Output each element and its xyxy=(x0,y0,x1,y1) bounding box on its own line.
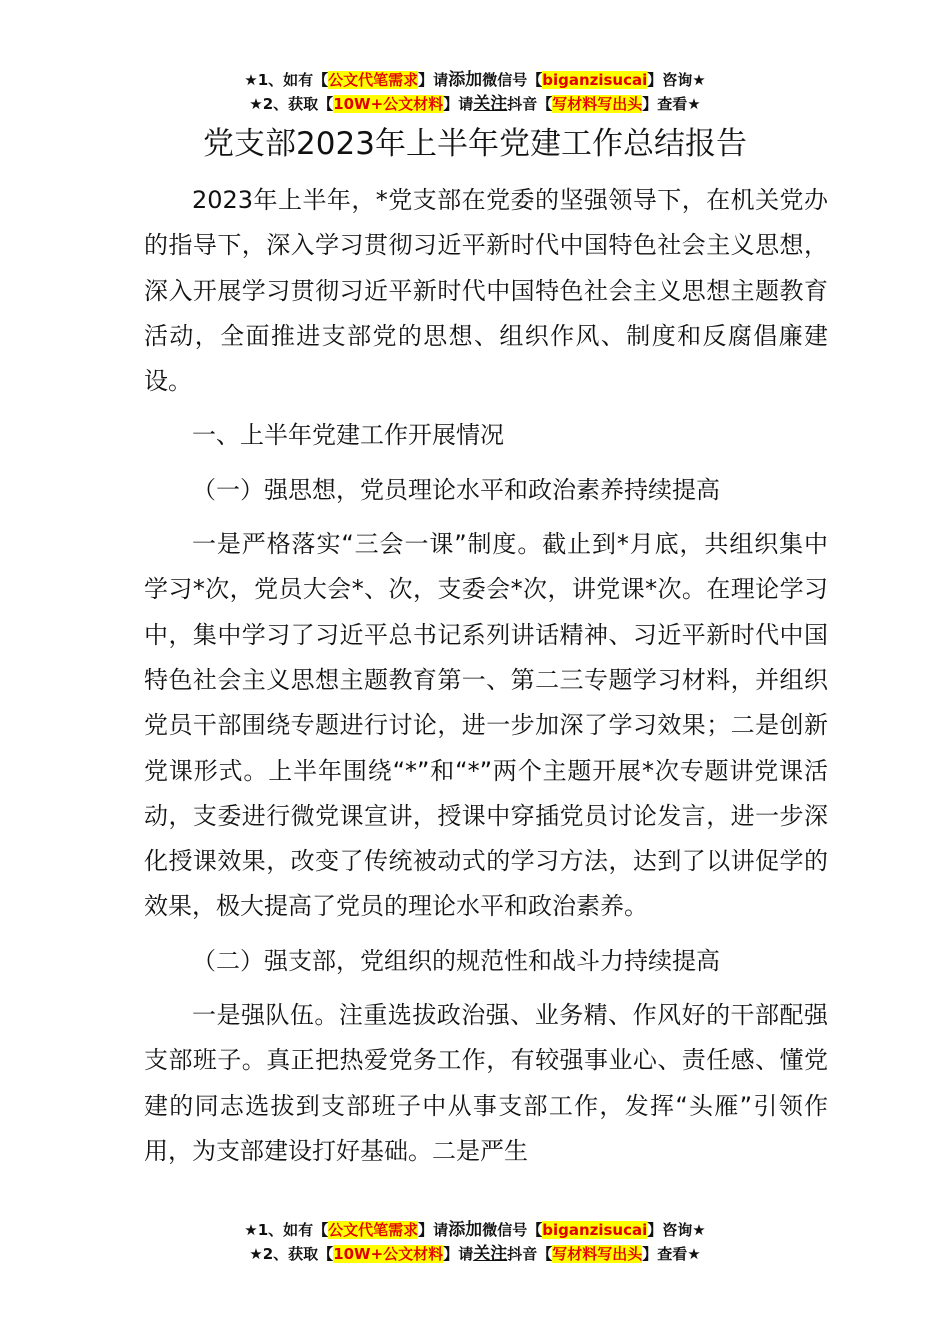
promo-banner-bottom xyxy=(0,1218,950,1266)
highlight-douyin-id: 写材料写出头 xyxy=(552,1245,643,1263)
document-title: 党支部2023年上半年党建工作总结报告 xyxy=(203,126,747,162)
subsection-heading-2: （二）强支部，党组织的规范性和战斗力持续提高 xyxy=(192,946,720,975)
paragraph-branch: 一是强队伍。注重选拔政治强、业务精、作风好的干部配强支部班子。真正把热爱党务工作，有较强事业心、责任感、懂党建的同志选拔到支部班子中从事支部工作，发挥“头雁”引领作用，为支部建设打好基础。二是严生 xyxy=(144,1001,828,1165)
promo-line-1: ★1、如有【公文代笔需求】请添加微信号【biganzisucai】咨询★ xyxy=(244,70,706,90)
subsection-heading-1: （一）强思想，党员理论水平和政治素养持续提高 xyxy=(192,475,720,504)
highlight-materials: 10W+公文材料 xyxy=(333,1245,444,1263)
highlight-wechat-id: biganzisucai xyxy=(542,1221,648,1239)
promo-banner-top xyxy=(0,68,950,116)
promo-line-1: ★1、如有【公文代笔需求】请添加微信号【biganzisucai】咨询★ xyxy=(244,1220,706,1240)
highlight-materials: 10W+公文材料 xyxy=(333,95,444,113)
promo-line-2: ★2、获取【10W+公文材料】请关注抖音【写材料写出头】查看★ xyxy=(249,94,701,114)
highlight-douyin-id: 写材料写出头 xyxy=(552,95,643,113)
paragraph-thought: 一是严格落实“三会一课”制度。截止到*月底，共组织集中学习*次，党员大会*、次，支委会*次，讲党课*次。在理论学习中，集中学习了习近平总书记系列讲话精神、习近平新时代中国特色社会主义思想主题教育第一、第二三专题学习材料，并组织党员干部围绕专题进行讨论，进一步加深了学习效果；二是创新党课形式。上半年围绕“*”和“*”两个主题开展*次专题讲党课活动，支委进行微党课宣讲，授课中穿插党员讨论发言，进一步深化授课效果，改变了传统被动式的学习方法，达到了以讲促学的效果，极大提高了党员的理论水平和政治素养。 xyxy=(144,530,828,921)
highlight-service: 公文代笔需求 xyxy=(328,1221,419,1239)
document-body xyxy=(144,178,828,1183)
highlight-service: 公文代笔需求 xyxy=(328,71,419,89)
section-heading-1: 一、上半年党建工作开展情况 xyxy=(192,421,504,450)
promo-line-2: ★2、获取【10W+公文材料】请关注抖音【写材料写出头】查看★ xyxy=(249,1244,701,1264)
paragraph-intro: 2023年上半年，*党支部在党委的坚强领导下，在机关党办的指导下，深入学习贯彻习近平新时代中国特色社会主义思想，深入开展学习贯彻习近平新时代中国特色社会主义思想主题教育活动，全面推进支部党的思想、组织作风、制度和反腐倡廉建设。 xyxy=(144,186,828,396)
highlight-wechat-id: biganzisucai xyxy=(542,71,648,89)
